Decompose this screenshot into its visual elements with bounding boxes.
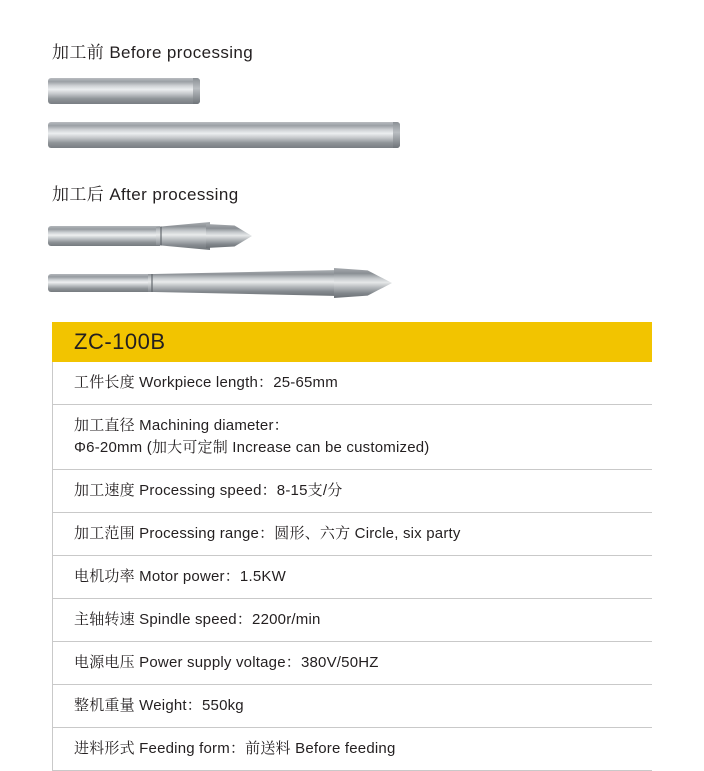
blank-workpiece-short — [48, 78, 200, 104]
specification-table — [52, 322, 652, 771]
spec-row-processing-range — [52, 513, 652, 556]
formed-long-taper — [148, 270, 338, 296]
formed-short-shank — [48, 226, 160, 246]
spec-row-spindle-speed — [52, 599, 652, 642]
model-header — [52, 322, 652, 362]
formed-long-tip — [334, 268, 392, 298]
spec-text: 加工直径 Machining diameter： — [74, 417, 289, 434]
blank-short-body — [48, 78, 200, 104]
before-processing-label: 加工前 Before processing — [52, 43, 254, 62]
spec-text: 加工范围 Processing range：圆形、六方 Circle, six party — [74, 525, 461, 542]
spec-text: 整机重量 Weight：550kg — [74, 697, 244, 714]
after-processing-label: 加工后 After processing — [52, 185, 239, 204]
spec-text: 电机功率 Motor power：1.5KW — [74, 568, 286, 585]
formed-short-taper — [156, 222, 210, 250]
formed-long-shank — [48, 274, 153, 292]
table-left-rule — [52, 362, 53, 771]
blank-long-body — [48, 122, 400, 148]
formed-workpiece-short — [48, 220, 253, 252]
spec-text-second-line: Φ6-20mm (加大可定制 Increase can be customized) — [74, 439, 430, 456]
formed-workpiece-long — [48, 266, 393, 300]
spec-text: 进料形式 Feeding form：前送料 Before feeding — [74, 740, 396, 757]
blank-workpiece-long — [48, 122, 400, 148]
spec-row-workpiece-length — [52, 362, 652, 405]
model-name: ZC-100B — [74, 329, 166, 354]
spec-row-machining-diameter — [52, 405, 652, 470]
spec-row-motor-power — [52, 556, 652, 599]
formed-short-groove — [160, 222, 162, 250]
spec-text: 加工速度 Processing speed：8-15支/分 — [74, 482, 343, 499]
spec-row-weight — [52, 685, 652, 728]
spec-row-processing-speed — [52, 470, 652, 513]
spec-text: 工件长度 Workpiece length：25-65mm — [74, 374, 338, 391]
formed-short-tip — [206, 224, 252, 248]
spec-text: 主轴转速 Spindle speed：2200r/min — [74, 611, 321, 628]
spec-text: 电源电压 Power supply voltage：380V/50HZ — [74, 654, 379, 671]
spec-row-power-supply-voltage — [52, 642, 652, 685]
